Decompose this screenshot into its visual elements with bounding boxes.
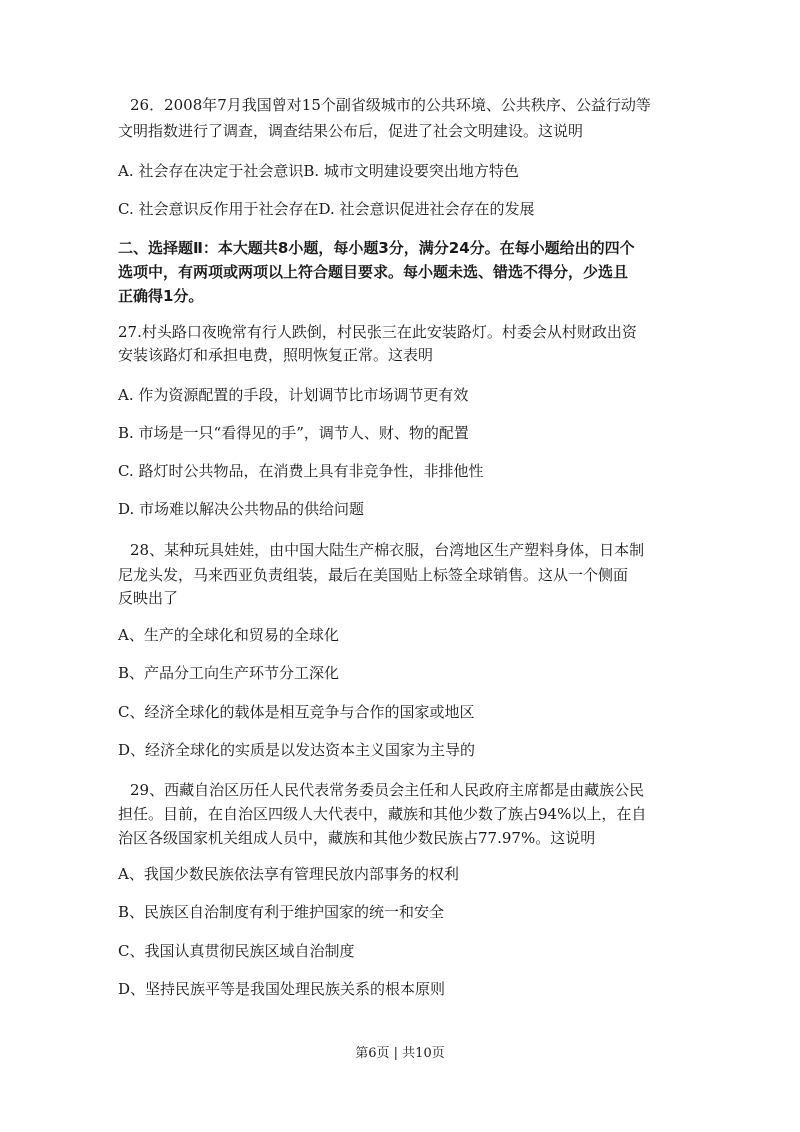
q27-line-1: 27.村头路口夜晚常有行人跌倒，村民张三在此安装路灯。村委会从村财政出资 bbox=[118, 323, 637, 341]
page-number-footer: 第6页 | 共10页 bbox=[355, 1046, 445, 1061]
q28-line-2: 尼龙头发，马来西亚负责组装，最后在美国贴上标签全球销售。这从一个侧面 bbox=[118, 566, 629, 584]
q27-line-2: 安装该路灯和承担电费，照明恢复正常。这表明 bbox=[118, 346, 434, 364]
q29-line-2: 担任。目前，在自治区四级人大代表中，藏族和其他少数了族占94%以上，在自 bbox=[118, 805, 647, 823]
q28-line-1: 28、某种玩具娃娃，由中国大陆生产棉衣服，台湾地区生产塑料身体，日本制 bbox=[130, 541, 645, 559]
q29-line-3: 治区各级国家机关组成人员中，藏族和其他少数民族占77.97%。这说明 bbox=[118, 829, 596, 847]
q28-option-d: D、经济全球化的实质是以发达资本主义国家为主导的 bbox=[118, 741, 476, 759]
q27-option-c: C. 路灯时公共物品，在消费上具有非竞争性，非排他性 bbox=[118, 462, 484, 480]
q26-line-2: 文明指数进行了调查，调查结果公布后，促进了社会文明建设。这说明 bbox=[118, 122, 584, 140]
q27-option-b: B. 市场是一只“看得见的手”，调节人、财、物的配置 bbox=[118, 424, 469, 442]
q27-option-d: D. 市场难以解决公共物品的供给问题 bbox=[118, 500, 365, 518]
q26-line-1: 26．2008年7月我国曾对15个副省级城市的公共环境、公共秩序、公益行动等 bbox=[130, 96, 651, 114]
q28-option-b: B、产品分工向生产环节分工深化 bbox=[118, 664, 340, 682]
q29-option-a: A、我国少数民族依法享有管理民放内部事务的权利 bbox=[118, 865, 459, 883]
section2-line-1: 二、选择题Ⅱ：本大题共8小题，每小题3分，满分24分。在每小题给出的四个 bbox=[118, 239, 635, 257]
q28-line-3: 反映出了 bbox=[118, 589, 179, 607]
q26-options-ab: A. 社会存在决定于社会意识B. 城市文明建设要突出地方特色 bbox=[118, 162, 519, 180]
q28-option-c: C、经济全球化的载体是相互竞争与合作的国家或地区 bbox=[118, 703, 475, 721]
section2-line-3: 正确得1分。 bbox=[118, 287, 204, 305]
q29-option-b: B、民族区自治制度有利于维护国家的统一和安全 bbox=[118, 903, 445, 921]
q29-option-d: D、坚持民族平等是我国处理民族关系的根本原则 bbox=[118, 980, 446, 998]
section2-line-2: 选项中，有两项或两项以上符合题目要求。每小题未选、错选不得分，少选且 bbox=[118, 263, 629, 281]
q28-option-a: A、生产的全球化和贸易的全球化 bbox=[118, 626, 339, 644]
q27-option-a: A. 作为资源配置的手段，计划调节比市场调节更有效 bbox=[118, 386, 469, 404]
q26-options-cd: C. 社会意识反作用于社会存在D. 社会意识促进社会存在的发展 bbox=[118, 200, 535, 218]
q29-line-1: 29、西藏自治区历任人民代表常务委员会主任和人民政府主席都是由藏族公民 bbox=[130, 781, 645, 799]
q29-option-c: C、我国认真贯彻民族区域自治制度 bbox=[118, 942, 355, 960]
